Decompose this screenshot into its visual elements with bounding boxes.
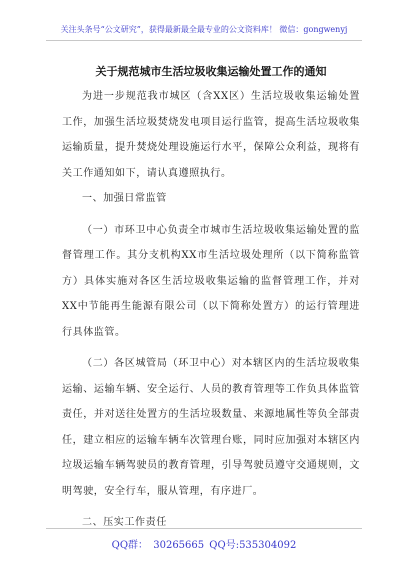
section-heading-1: 一、加强日常监管 [82, 193, 167, 204]
footer-divider [46, 528, 362, 529]
document-title: 关于规范城市生活垃圾收集运输处置工作的通知 [95, 65, 327, 78]
section-heading-2: 二、压实工作责任 [82, 517, 167, 528]
header-divider [46, 40, 362, 41]
section-1-paragraph-2: （二）各区城管局（环卫中心）对本辖区内的生活垃圾收集运输、运输车辆、安全运行、人员的教育管理等工作负具体监管责任，并对送往处置方的生活垃圾数量、来源地属性等负全部责任，建立相应的运输车辆车次管理台账，同时应加强对本辖区内垃圾运输车辆驾驶员的教育管理，引导驾驶员遵守交通规则，文明驾驶，安全行车，服从管理，有序进厂。 [62, 358, 360, 497]
intro-paragraph: 为进一步规范我市城区（含XX区）生活垃圾收集运输处置工作，加强生活垃圾焚烧发电项目运行监管，提高生活垃圾收集运输质量，提升焚烧处理设施运行水平，保障公众利益，现将有关工作通知如下，请认真遵照执行。 [62, 91, 360, 179]
header-notice: 关注头条号“公文研究”，获得最新最全最专业的公文资料库！ 微信：gongwenyj [60, 25, 348, 34]
footer-contact: QQ群： 30265665 QQ号:535304092 [111, 540, 297, 551]
page-footer [0, 528, 408, 550]
document-body [62, 60, 360, 536]
section-1-paragraph-1: （一）市环卫中心负责全市城市生活垃圾收集运输处置的监督管理工作。其分支机构XX市生活垃圾处理所（以下简称监管方）具体实施对各区生活垃圾收集运输的监督管理工作，并对XX中节能再生能源有限公司（以下简称处置方）的运行管理进行具体监管。 [62, 224, 360, 338]
page-header [0, 0, 408, 56]
